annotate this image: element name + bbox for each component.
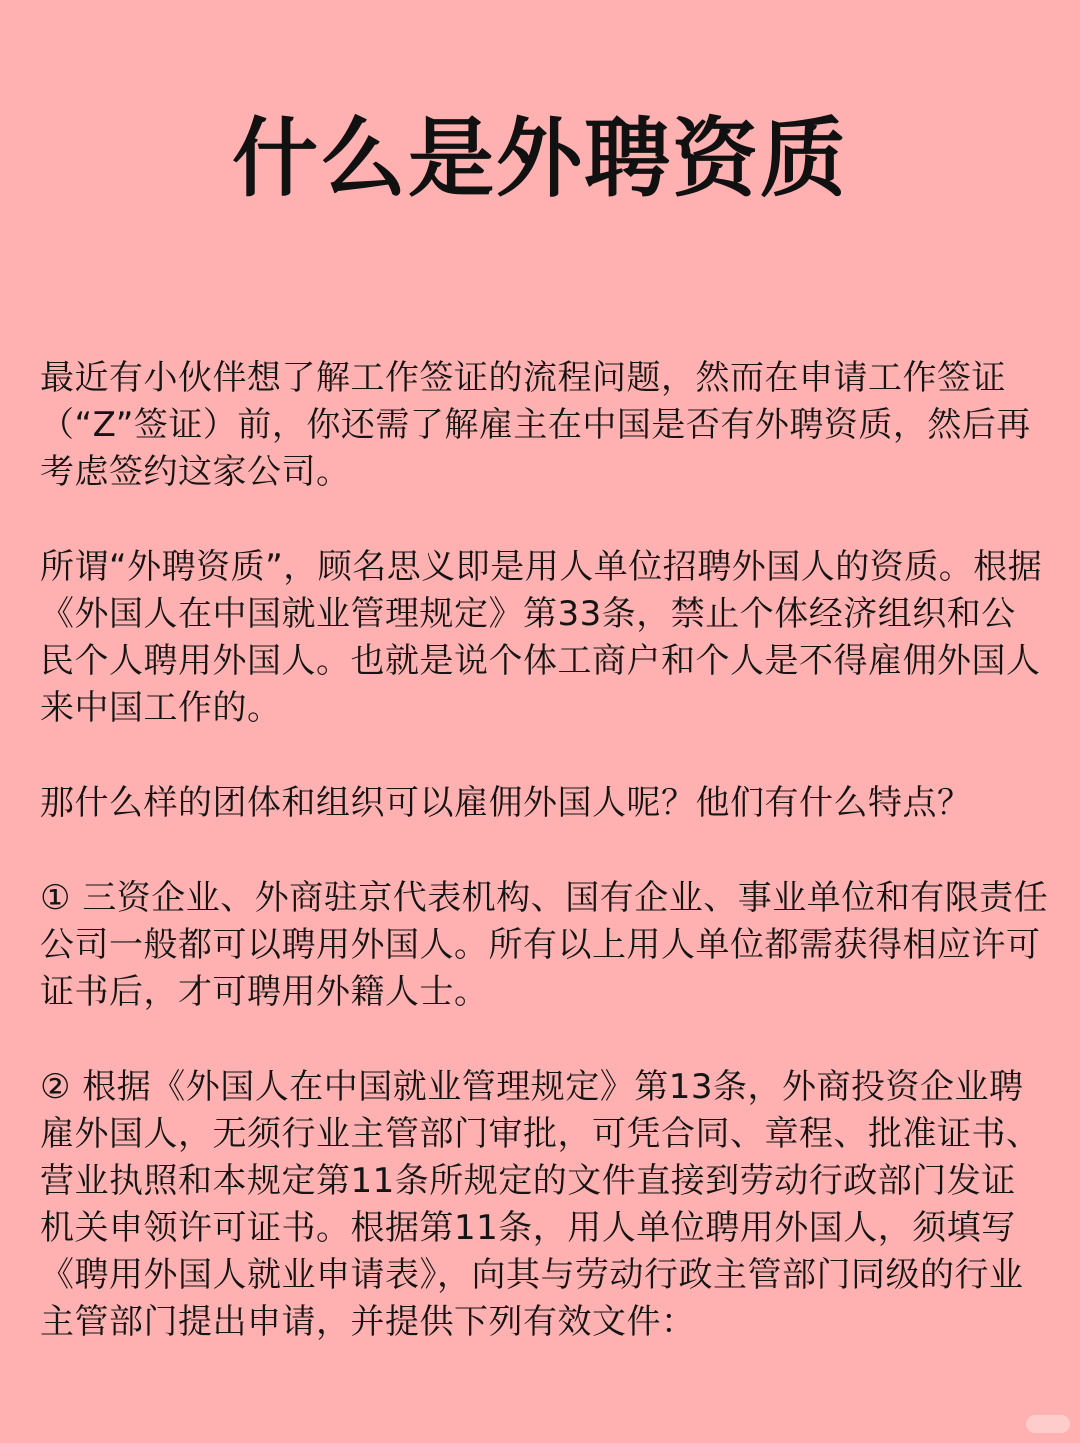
paragraph-definition: 所谓“外聘资质”，顾名思义即是用人单位招聘外国人的资质。根据《外国人在中国就业管理规定》第33条，禁止个体经济组织和公民个人聘用外国人。也就是说个体工商户和个人是不得雇佣外国人来中国工作的。 bbox=[40, 547, 1043, 728]
paragraph-question: 那什么样的团体和组织可以雇佣外国人呢？他们有什么特点？ bbox=[40, 783, 972, 823]
paragraph-point-2: ② 根据《外国人在中国就业管理规定》第13条，外商投资企业聘雇外国人，无须行业主管部门审批，可凭合同、章程、批准证书、营业执照和本规定第11条所规定的文件直接到劳动行政部门发证机关申领许可证书。根据第11条，用人单位聘用外国人，须填写《聘用外国人就业申请表》，向其与劳动行政主管部门同级的行业主管部门提出申请，并提供下列有效文件： bbox=[40, 1067, 1041, 1342]
paragraph-intro: 最近有小伙伴想了解工作签证的流程问题，然而在申请工作签证（“Z”签证）前，你还需了解雇主在中国是否有外聘资质，然后再考虑签约这家公司。 bbox=[40, 358, 1031, 492]
page-title: 什么是外聘资质 bbox=[232, 109, 848, 209]
watermark-mark bbox=[1026, 1415, 1070, 1433]
article-body bbox=[40, 355, 1050, 1346]
paragraph-point-1: ① 三资企业、外商驻京代表机构、国有企业、事业单位和有限责任公司一般都可以聘用外国人。所有以上用人单位都需获得相应许可证书后，才可聘用外籍人士。 bbox=[40, 878, 1049, 1012]
